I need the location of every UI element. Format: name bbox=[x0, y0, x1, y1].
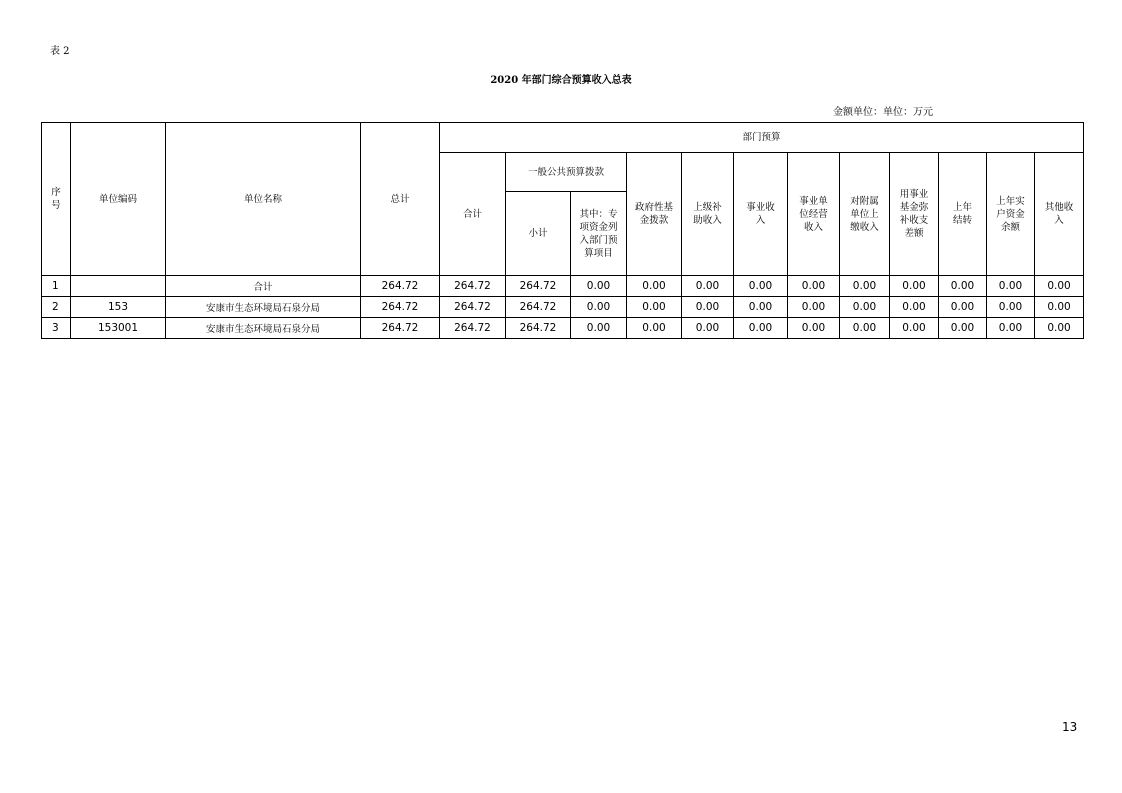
cell-business-operation: 0.00 bbox=[788, 297, 840, 318]
header-other-income: 其他收入 bbox=[1035, 153, 1084, 276]
cell-account-balance: 0.00 bbox=[987, 276, 1035, 297]
cell-other-income: 0.00 bbox=[1035, 297, 1084, 318]
header-seq: 序号 bbox=[42, 123, 71, 276]
cell-total: 264.72 bbox=[361, 276, 440, 297]
cell-fund-balance: 0.00 bbox=[890, 297, 939, 318]
cell-superior-subsidy: 0.00 bbox=[682, 318, 734, 339]
cell-gov-fund: 0.00 bbox=[627, 276, 682, 297]
cell-carryover: 0.00 bbox=[939, 276, 987, 297]
cell-unit-code bbox=[71, 276, 166, 297]
header-business-operation-income: 事业单位经营收入 bbox=[788, 153, 840, 276]
cell-unit-name: 合计 bbox=[166, 276, 361, 297]
budget-revenue-table bbox=[41, 122, 1084, 339]
cell-account-balance: 0.00 bbox=[987, 318, 1035, 339]
cell-fund-balance: 0.00 bbox=[890, 276, 939, 297]
cell-gp-special: 0.00 bbox=[571, 318, 627, 339]
cell-affiliated-units: 0.00 bbox=[840, 297, 890, 318]
cell-gp-subtotal: 264.72 bbox=[506, 297, 571, 318]
cell-public-service: 0.00 bbox=[734, 318, 788, 339]
table-row bbox=[42, 318, 1084, 339]
cell-carryover: 0.00 bbox=[939, 318, 987, 339]
cell-total: 264.72 bbox=[361, 318, 440, 339]
header-superior-subsidy: 上级补助收入 bbox=[682, 153, 734, 276]
cell-subtotal: 264.72 bbox=[440, 297, 506, 318]
cell-business-operation: 0.00 bbox=[788, 276, 840, 297]
cell-carryover: 0.00 bbox=[939, 297, 987, 318]
table-row bbox=[42, 297, 1084, 318]
cell-gp-special: 0.00 bbox=[571, 297, 627, 318]
header-gp-special-items: 其中：专项资金列入部门预算项目 bbox=[571, 192, 627, 276]
cell-superior-subsidy: 0.00 bbox=[682, 276, 734, 297]
cell-public-service: 0.00 bbox=[734, 297, 788, 318]
page-title: 2020 年部门综合预算收入总表 bbox=[490, 75, 632, 86]
header-last-year-carryover: 上年结转 bbox=[939, 153, 987, 276]
header-public-service-income: 事业收入 bbox=[734, 153, 788, 276]
cell-unit-code: 153001 bbox=[71, 318, 166, 339]
cell-gp-special: 0.00 bbox=[571, 276, 627, 297]
cell-gov-fund: 0.00 bbox=[627, 297, 682, 318]
header-general-public-budget: 一般公共预算拨款 bbox=[506, 153, 627, 192]
header-unit-code: 单位编码 bbox=[71, 123, 166, 276]
table-label: 表 2 bbox=[50, 46, 70, 57]
cell-unit-name: 安康市生态环境局石泉分局 bbox=[166, 318, 361, 339]
cell-seq: 3 bbox=[42, 318, 71, 339]
table-row bbox=[42, 276, 1084, 297]
header-affiliated-units-income: 对附属单位上缴收入 bbox=[840, 153, 890, 276]
cell-unit-code: 153 bbox=[71, 297, 166, 318]
cell-gp-subtotal: 264.72 bbox=[506, 276, 571, 297]
cell-unit-name: 安康市生态环境局石泉分局 bbox=[166, 297, 361, 318]
cell-other-income: 0.00 bbox=[1035, 276, 1084, 297]
header-total: 总计 bbox=[361, 123, 440, 276]
cell-affiliated-units: 0.00 bbox=[840, 276, 890, 297]
cell-business-operation: 0.00 bbox=[788, 318, 840, 339]
header-unit-name: 单位名称 bbox=[166, 123, 361, 276]
cell-public-service: 0.00 bbox=[734, 276, 788, 297]
cell-gp-subtotal: 264.72 bbox=[506, 318, 571, 339]
cell-account-balance: 0.00 bbox=[987, 297, 1035, 318]
header-subtotal-all: 合计 bbox=[440, 153, 506, 276]
cell-subtotal: 264.72 bbox=[440, 318, 506, 339]
cell-subtotal: 264.72 bbox=[440, 276, 506, 297]
header-dept-budget: 部门预算 bbox=[440, 123, 1084, 153]
cell-affiliated-units: 0.00 bbox=[840, 318, 890, 339]
page-number: 13 bbox=[1062, 720, 1078, 734]
cell-superior-subsidy: 0.00 bbox=[682, 297, 734, 318]
unit-note: 金额单位：单位：万元 bbox=[833, 107, 933, 118]
header-gp-subtotal: 小计 bbox=[506, 192, 571, 276]
cell-seq: 2 bbox=[42, 297, 71, 318]
cell-total: 264.72 bbox=[361, 297, 440, 318]
header-fund-balance: 用事业基金弥补收支差额 bbox=[890, 153, 939, 276]
cell-other-income: 0.00 bbox=[1035, 318, 1084, 339]
header-last-year-account-balance: 上年实户资金余额 bbox=[987, 153, 1035, 276]
cell-gov-fund: 0.00 bbox=[627, 318, 682, 339]
cell-seq: 1 bbox=[42, 276, 71, 297]
header-gov-fund: 政府性基金拨款 bbox=[627, 153, 682, 276]
cell-fund-balance: 0.00 bbox=[890, 318, 939, 339]
